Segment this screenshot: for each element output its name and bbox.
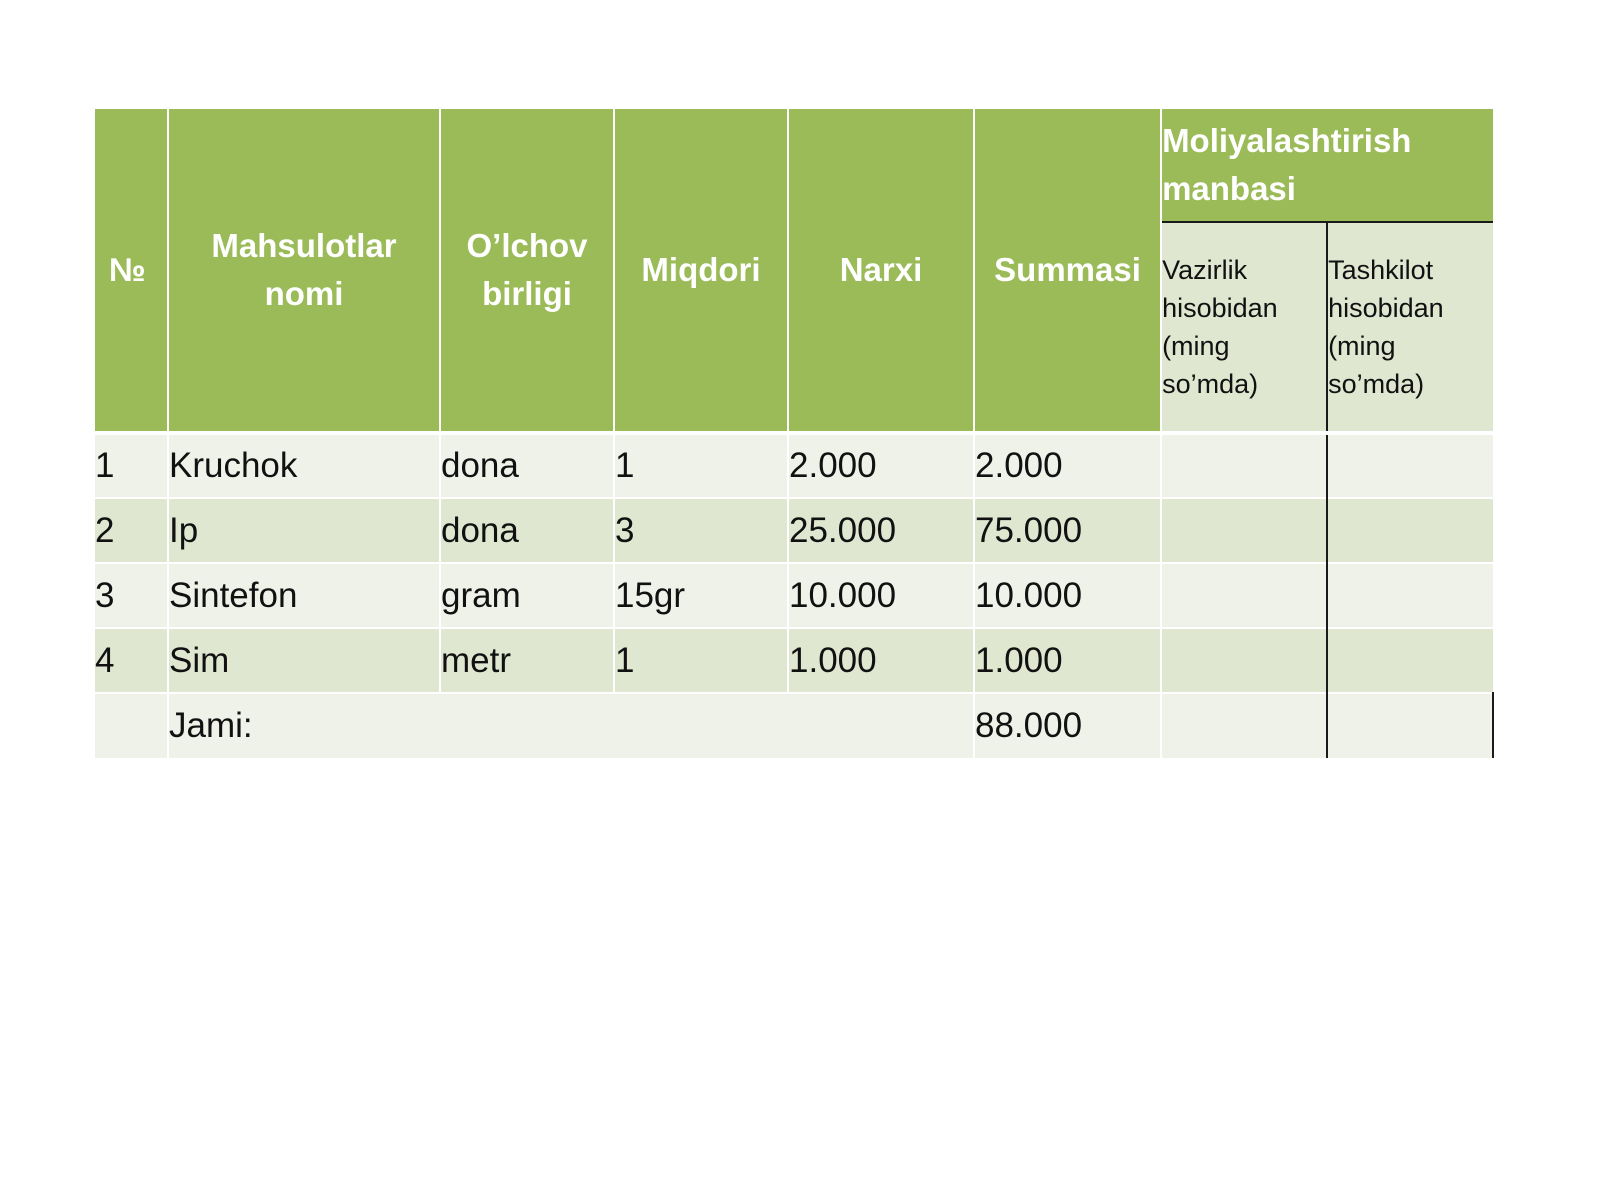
cell-product-name: Sintefon	[168, 563, 440, 628]
total-label: Jami:	[168, 693, 974, 758]
cell-unit: metr	[440, 628, 614, 693]
header-number: №	[95, 109, 168, 433]
cell-product-name: Kruchok	[168, 433, 440, 498]
header-product-name: Mahsulotlar nomi	[168, 109, 440, 433]
cell-unit: dona	[440, 433, 614, 498]
header-quantity: Miqdori	[614, 109, 788, 433]
cell-ministry-funding	[1161, 563, 1327, 628]
cell-sum: 75.000	[974, 498, 1161, 563]
cell-number-empty	[95, 693, 168, 758]
cell-organization-funding	[1327, 693, 1493, 758]
cell-ministry-funding	[1161, 693, 1327, 758]
cell-quantity: 1	[614, 628, 788, 693]
cell-sum: 2.000	[974, 433, 1161, 498]
table-row	[95, 498, 1493, 563]
table-body	[95, 433, 1493, 758]
header-organization-funding: Tashkilot hisobidan (ming so’mda)	[1327, 222, 1493, 433]
header-ministry-funding: Vazirlik hisobidan (ming so’mda)	[1161, 222, 1327, 433]
cell-number: 4	[95, 628, 168, 693]
cell-ministry-funding	[1161, 628, 1327, 693]
cell-sum: 1.000	[974, 628, 1161, 693]
cell-product-name: Ip	[168, 498, 440, 563]
cell-organization-funding	[1327, 498, 1493, 563]
cell-price: 2.000	[788, 433, 974, 498]
cell-sum: 10.000	[974, 563, 1161, 628]
cell-organization-funding	[1327, 628, 1493, 693]
total-value: 88.000	[974, 693, 1161, 758]
header-unit: O’lchov birligi	[440, 109, 614, 433]
table-row	[95, 433, 1493, 498]
header-funding-source: Moliyalashtirish manbasi	[1161, 109, 1493, 222]
cell-organization-funding	[1327, 563, 1493, 628]
cell-organization-funding	[1327, 433, 1493, 498]
cell-quantity: 15gr	[614, 563, 788, 628]
cell-unit: gram	[440, 563, 614, 628]
cell-price: 25.000	[788, 498, 974, 563]
cell-number: 1	[95, 433, 168, 498]
cell-quantity: 1	[614, 433, 788, 498]
cell-number: 2	[95, 498, 168, 563]
cell-price: 1.000	[788, 628, 974, 693]
header-price: Narxi	[788, 109, 974, 433]
cell-quantity: 3	[614, 498, 788, 563]
total-row	[95, 693, 1493, 758]
cell-number: 3	[95, 563, 168, 628]
cell-unit: dona	[440, 498, 614, 563]
cell-price: 10.000	[788, 563, 974, 628]
table-row	[95, 628, 1493, 693]
cell-ministry-funding	[1161, 433, 1327, 498]
cell-ministry-funding	[1161, 498, 1327, 563]
budget-table	[95, 109, 1494, 758]
table-row	[95, 563, 1493, 628]
cell-product-name: Sim	[168, 628, 440, 693]
table-header	[95, 109, 1493, 433]
header-sum: Summasi	[974, 109, 1161, 433]
